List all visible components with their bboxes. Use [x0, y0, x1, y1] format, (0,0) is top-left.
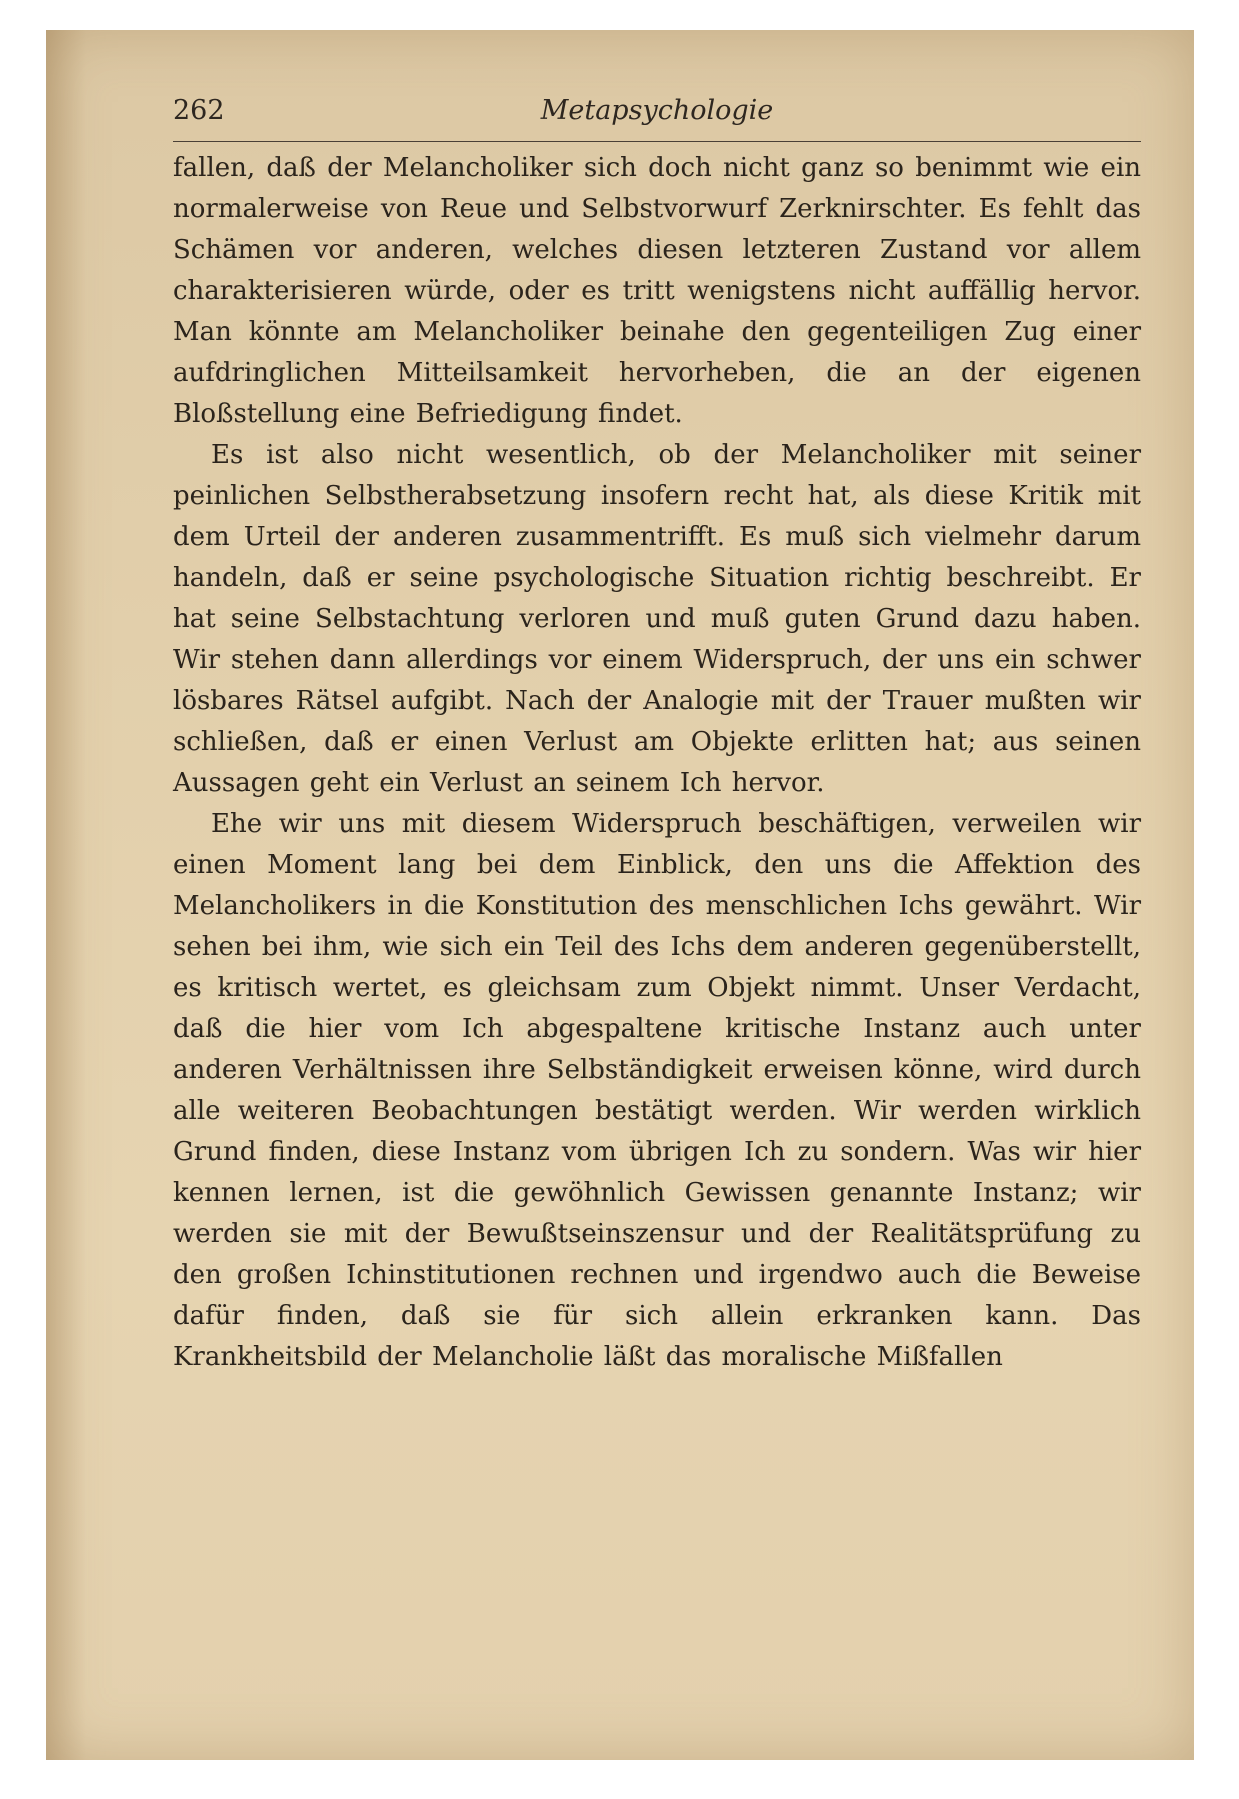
paragraph: Ehe wir uns mit diesem Widerspruch beschäftigen, verweilen wir einen Moment lang bei dem Einblick, den uns die Affektion des Melancholikers in die Konstitution des menschlichen Ichs gewährt. Wir sehen bei ihm, wie sich ein Teil des Ichs dem anderen gegenüberstellt, es kritisch wertet, es gleichsam zum Objekt nimmt. Unser Verdacht, daß die hier vom Ich abgespaltene kritische Instanz auch unter anderen Verhältnissen ihre Selbständigkeit erweisen könne, wird durch alle weiteren Beobachtungen bestätigt werden. Wir werden wirklich Grund finden, diese Instanz vom übrigen Ich zu sondern. Was wir hier kennen lernen, ist die gewöhnlich Gewissen genannte Instanz; wir werden sie mit der Bewußtseinszensur und der Realitätsprüfung zu den großen Ichinstitutionen rechnen und irgendwo auch die Beweise dafür finden, daß sie für sich allein erkranken kann. Das Krankheitsbild der Melancholie läßt das moralische Mißfallen	[173, 809, 1141, 1372]
running-title: Metapsychologie	[540, 95, 774, 126]
page-header	[173, 95, 1141, 135]
paragraph-continued: fallen, daß der Melancholiker sich doch nicht ganz so benimmt wie ein normalerweise von Reue und Selbstvorwurf Zerknirschter. Es fehlt das Schämen vor anderen, welches diesen letzteren Zustand vor allem charakterisieren würde, oder es tritt wenigstens nicht auffällig hervor. Man könnte am Melancholiker beinahe den gegenteiligen Zug einer aufdringlichen Mitteilsamkeit hervorheben, die an der eigenen Bloßstellung eine Befriedigung findet.	[173, 153, 1141, 429]
header-rule	[173, 141, 1141, 142]
page-number: 262	[173, 95, 225, 126]
paragraph: Es ist also nicht wesentlich, ob der Melancholiker mit seiner peinlichen Selbstherabsetzung insofern recht hat, als diese Kritik mit dem Urteil der anderen zusammentrifft. Es muß sich vielmehr darum handeln, daß er seine psychologische Situation richtig beschreibt. Er hat seine Selbstachtung verloren und muß guten Grund dazu haben. Wir stehen dann allerdings vor einem Widerspruch, der uns ein schwer lösbares Rätsel aufgibt. Nach der Analogie mit der Trauer mußten wir schließen, daß er einen Verlust am Objekte erlitten hat; aus seinen Aussagen geht ein Verlust an seinem Ich hervor.	[173, 440, 1141, 798]
body-text	[173, 148, 1141, 1378]
